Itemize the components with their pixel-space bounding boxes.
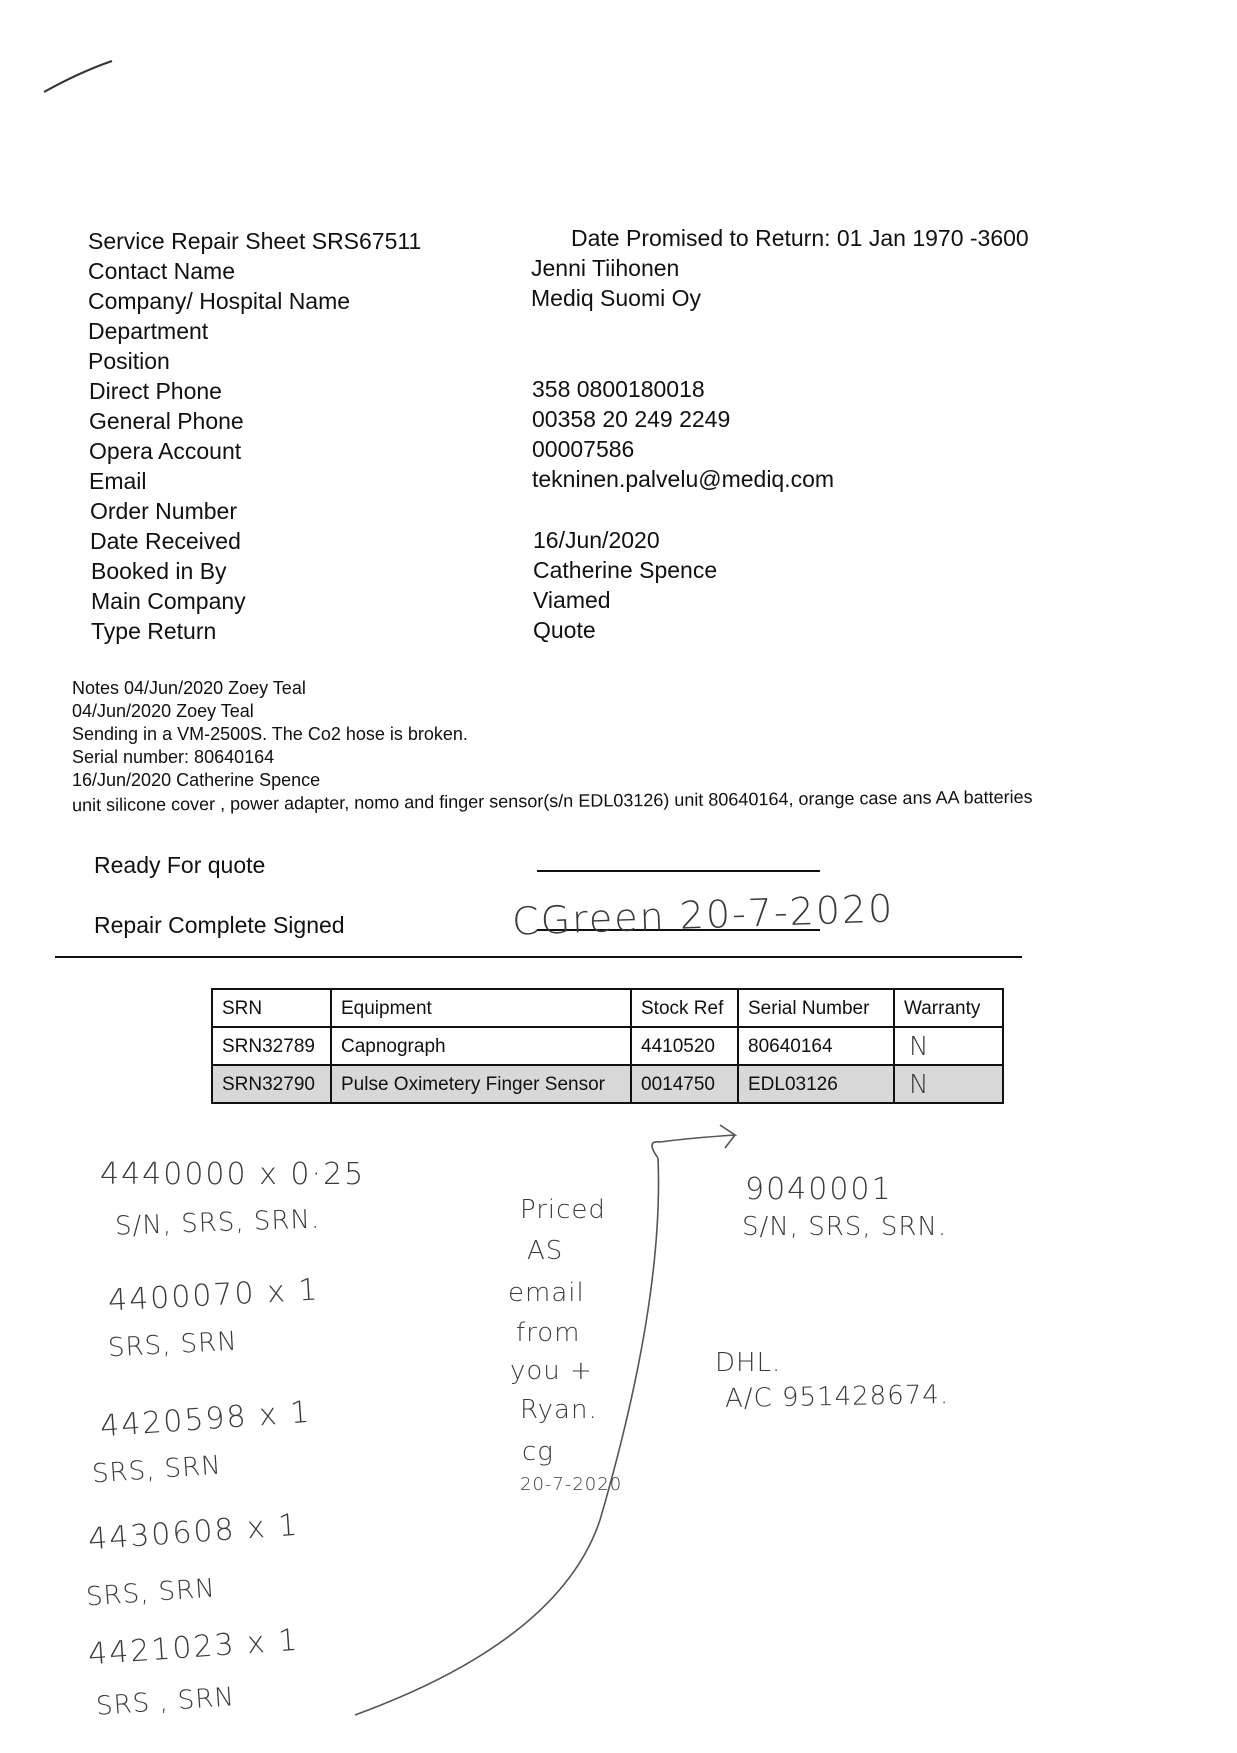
field-value: 16/Jun/2020 bbox=[533, 527, 660, 553]
table-cell: EDL03126 bbox=[738, 1065, 894, 1103]
column-header: Equipment bbox=[331, 989, 631, 1027]
field-value: Catherine Spence bbox=[533, 557, 718, 583]
part-number: 4430608 x 1 bbox=[87, 1507, 301, 1558]
part-number: 4400070 x 1 bbox=[107, 1272, 321, 1319]
priced-note-line: 20-7-2020 bbox=[520, 1474, 623, 1495]
priced-note-line: email bbox=[508, 1278, 585, 1308]
part-refs: SRS, SRN bbox=[91, 1450, 223, 1490]
field-label: General Phone bbox=[89, 408, 244, 434]
field-label: Booked in By bbox=[91, 558, 227, 584]
field-label: Order Number bbox=[90, 498, 237, 524]
column-header: Warranty bbox=[894, 989, 1003, 1027]
priced-note-line: from bbox=[516, 1318, 581, 1348]
handwritten-signature: CGreen 20-7-2020 bbox=[511, 886, 896, 944]
field-label: Opera Account bbox=[89, 438, 242, 464]
note-line: Notes 04/Jun/2020 Zoey Teal bbox=[72, 678, 306, 698]
note-line: unit silicone cover , power adapter, nomo and finger sensor(s/n EDL03126) unit 80640164, orange case ans AA batteries bbox=[71, 786, 1033, 816]
column-header: SRN bbox=[212, 989, 331, 1027]
table-cell: 4410520 bbox=[631, 1027, 738, 1065]
sheet-title: Service Repair Sheet SRS67511 bbox=[88, 228, 422, 254]
repair-complete-label: Repair Complete Signed bbox=[94, 912, 345, 938]
table-cell: Pulse Oximetery Finger Sensor bbox=[331, 1065, 631, 1103]
note-line: Sending in a VM-2500S. The Co2 hose is broken. bbox=[72, 724, 468, 744]
table-cell: SRN32790 bbox=[212, 1065, 331, 1103]
field-value: Viamed bbox=[533, 587, 611, 613]
pen-tick-mark bbox=[44, 61, 112, 92]
field-value: Mediq Suomi Oy bbox=[531, 285, 702, 311]
field-label: Type Return bbox=[91, 618, 217, 644]
field-label: Department bbox=[88, 318, 209, 344]
note-line: 16/Jun/2020 Catherine Spence bbox=[72, 770, 321, 790]
priced-note-line: you + bbox=[510, 1356, 593, 1386]
priced-note-line: AS bbox=[527, 1236, 564, 1266]
note-line: 04/Jun/2020 Zoey Teal bbox=[72, 701, 254, 721]
field-value: Jenni Tiihonen bbox=[531, 255, 680, 281]
part-refs: SRS , SRN bbox=[95, 1682, 236, 1722]
bracket-curve bbox=[355, 1158, 659, 1715]
column-header: Stock Ref bbox=[631, 989, 738, 1027]
part-number: 9040001 bbox=[745, 1172, 893, 1207]
priced-note-line: cg bbox=[522, 1437, 554, 1467]
part-refs: S/N, SRS, SRN. bbox=[114, 1204, 321, 1242]
field-label: Company/ Hospital Name bbox=[88, 288, 351, 314]
table-cell: 80640164 bbox=[738, 1027, 894, 1065]
field-label: Direct Phone bbox=[89, 378, 222, 404]
field-label: Main Company bbox=[91, 588, 246, 614]
field-value: 00007586 bbox=[532, 436, 635, 462]
field-value: 358 0800180018 bbox=[532, 376, 705, 402]
date-promised: Date Promised to Return: 01 Jan 1970 -3600 bbox=[571, 225, 1029, 251]
courier-name: DHL. bbox=[715, 1348, 782, 1378]
part-number: 4420598 x 1 bbox=[99, 1394, 313, 1445]
field-label: Contact Name bbox=[88, 258, 236, 284]
part-number: 4440000 x 0·25 bbox=[100, 1157, 366, 1192]
field-label: Email bbox=[89, 468, 147, 494]
ready-for-quote-label: Ready For quote bbox=[94, 852, 266, 878]
table-cell: 0014750 bbox=[631, 1065, 738, 1103]
field-value: 00358 20 249 2249 bbox=[532, 406, 731, 432]
table-cell: N bbox=[894, 1027, 1003, 1065]
column-header: Serial Number bbox=[738, 989, 894, 1027]
priced-note-line: Priced bbox=[520, 1195, 606, 1225]
priced-note-line: Ryan. bbox=[520, 1395, 598, 1425]
field-label: Position bbox=[88, 348, 170, 374]
field-value: Quote bbox=[533, 617, 596, 643]
table-cell: Capnograph bbox=[331, 1027, 631, 1065]
bracket-arrow bbox=[652, 1125, 735, 1158]
note-line: Serial number: 80640164 bbox=[72, 747, 275, 767]
table-cell: N bbox=[894, 1065, 1003, 1103]
courier-account: A/C 951428674. bbox=[724, 1380, 950, 1414]
part-refs: SRS, SRN bbox=[107, 1326, 239, 1364]
table-cell: SRN32789 bbox=[212, 1027, 331, 1065]
field-label: Date Received bbox=[90, 528, 241, 554]
part-number: 4421023 x 1 bbox=[87, 1622, 301, 1673]
field-value: tekninen.palvelu@mediq.com bbox=[532, 466, 835, 492]
part-refs: S/N, SRS, SRN. bbox=[742, 1212, 948, 1242]
part-refs: SRS, SRN bbox=[85, 1573, 217, 1613]
